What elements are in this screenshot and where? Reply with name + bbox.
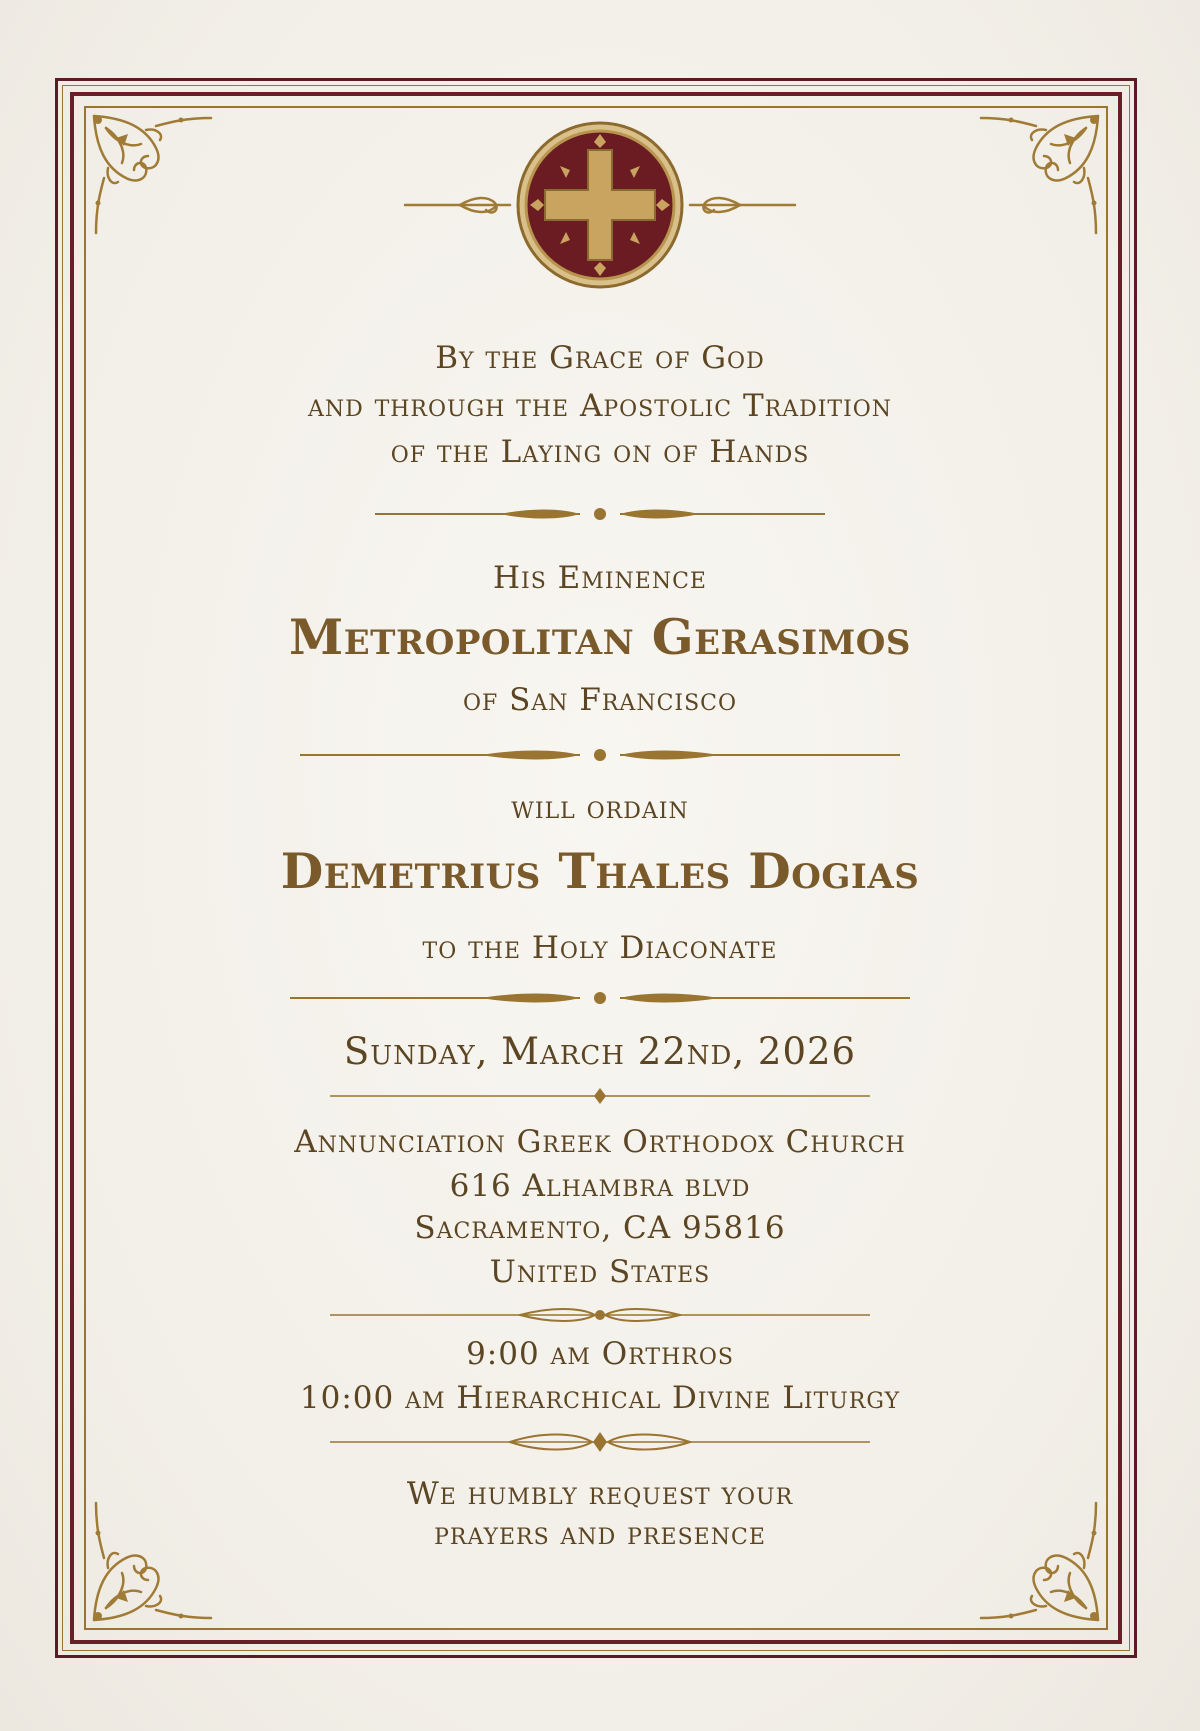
venue-city: Sacramento, CA 95816 bbox=[414, 1210, 786, 1246]
schedule-liturgy: 10:00 am Hierarchical Divine Liturgy bbox=[299, 1380, 901, 1416]
ordinand-order: to the Holy Diaconate bbox=[422, 930, 778, 966]
ornamental-divider-icon bbox=[250, 986, 950, 1010]
ornamental-divider-icon bbox=[250, 1303, 950, 1327]
ornamental-divider-icon bbox=[250, 743, 950, 767]
event-date: Sunday, March 22nd, 2026 bbox=[343, 1030, 857, 1073]
ordainer-see: of San Francisco bbox=[462, 682, 738, 718]
ornamental-divider-icon bbox=[250, 1084, 950, 1108]
invocation-line-2: and through the Apostolic Tradition bbox=[307, 388, 893, 424]
corner-flourish-icon bbox=[976, 108, 1106, 238]
ornamental-divider-icon bbox=[250, 502, 950, 526]
venue-street: 616 Alhambra blvd bbox=[449, 1168, 751, 1204]
action-text: will ordain bbox=[511, 790, 689, 826]
closing-line-1: We humbly request your bbox=[406, 1476, 794, 1512]
ornamental-divider-icon bbox=[250, 1430, 950, 1454]
venue-church: Annunciation Greek Orthodox Church bbox=[294, 1124, 906, 1160]
invocation-line-3: of the Laying on of Hands bbox=[390, 434, 810, 470]
corner-flourish-icon bbox=[86, 108, 216, 238]
ordinand-name: Demetrius Thales Dogias bbox=[280, 842, 920, 900]
ordainer-title: His Eminence bbox=[493, 560, 707, 596]
ordainer-name: Metropolitan Gerasimos bbox=[289, 608, 911, 666]
schedule-orthros: 9:00 am Orthros bbox=[466, 1336, 734, 1372]
closing-line-2: prayers and presence bbox=[434, 1516, 766, 1552]
venue-country: United States bbox=[489, 1254, 711, 1290]
byzantine-cross-icon bbox=[400, 118, 800, 293]
invocation-line-1: By the Grace of God bbox=[435, 340, 765, 376]
